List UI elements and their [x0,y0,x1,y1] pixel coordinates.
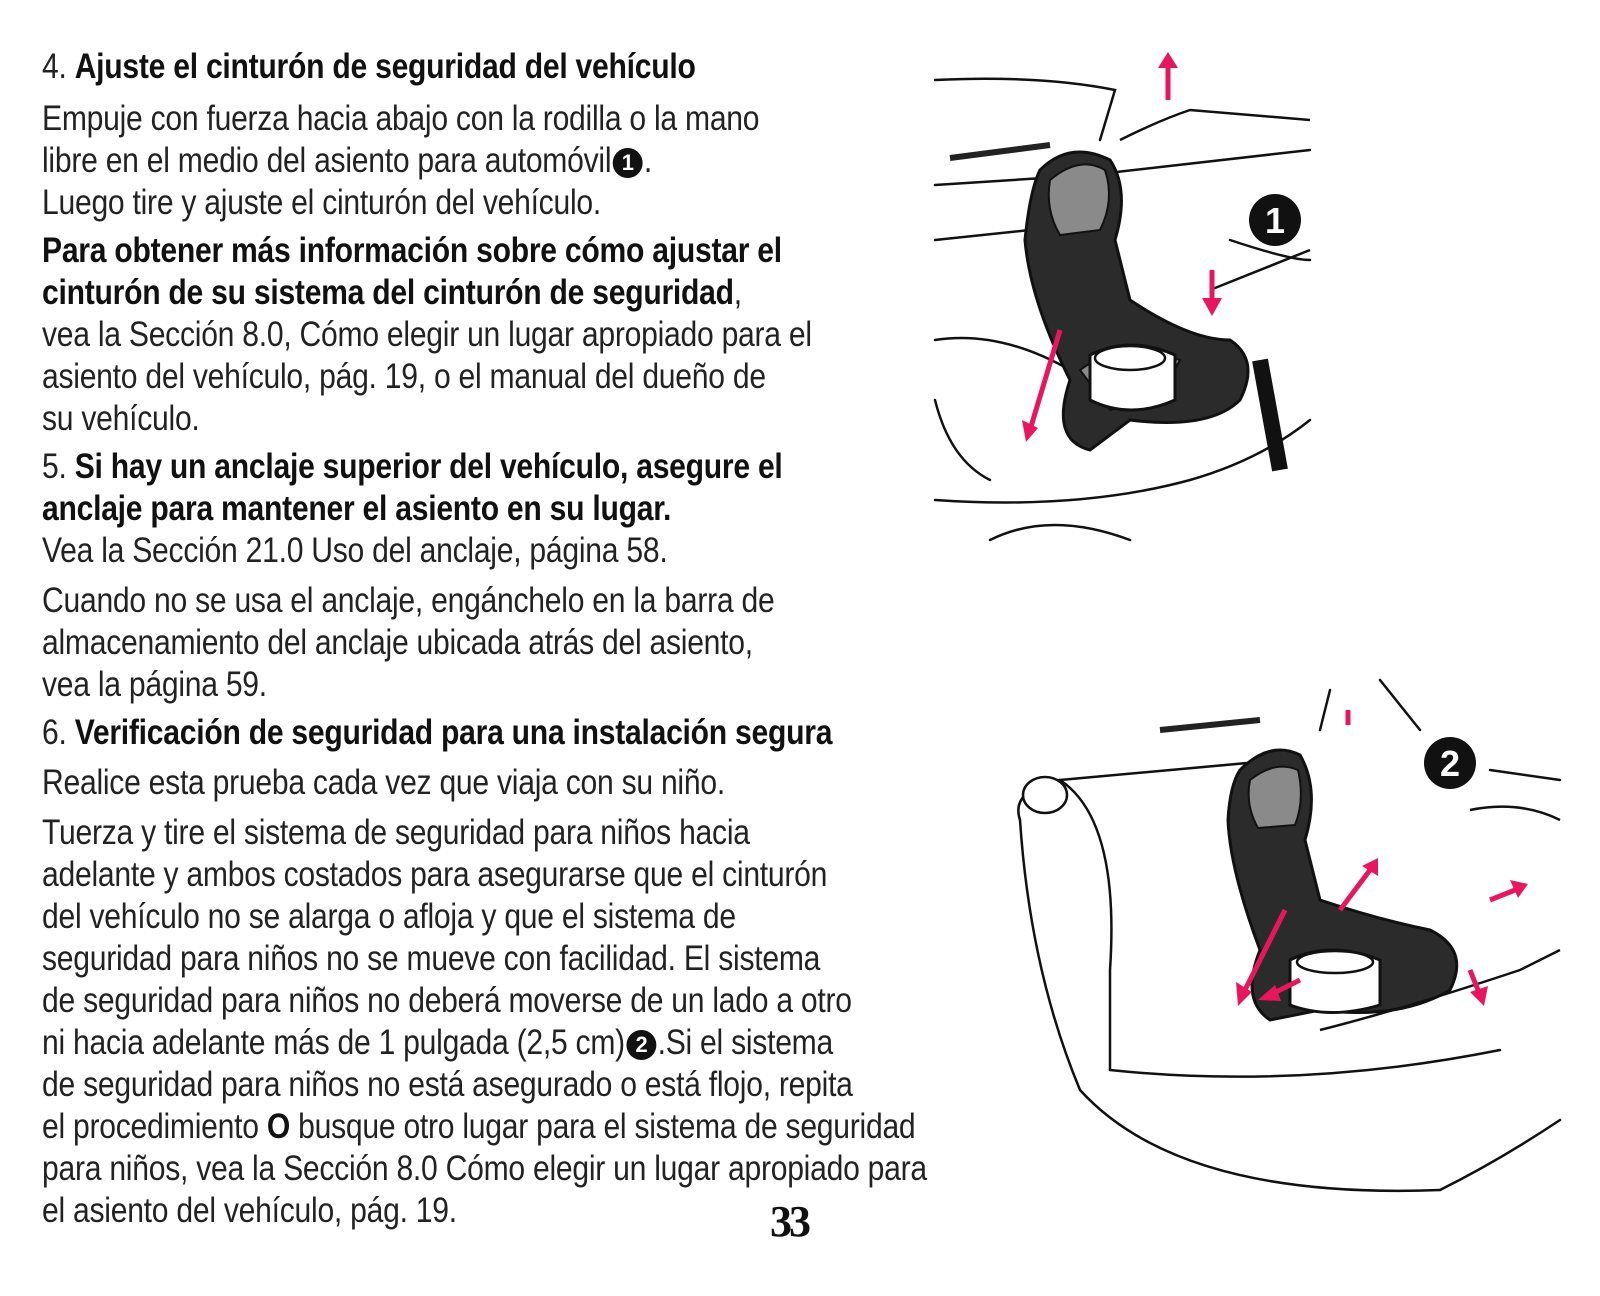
section4-line1: Empuje con fuerza hacia abajo con la rodilla o la mano [42,99,760,138]
section6-line6: ni hacia adelante más de 1 pulgada (2,5 cm) 2 .Si el sistema [42,1023,833,1062]
section4-bold-line2: cinturón de su sistema del cinturón de seguridad, [42,273,742,312]
section5-line4: vea la página 59. [42,665,267,704]
section4-line2: libre en el medio del asiento para automóvil 1 . [42,141,653,180]
section4-line6: su vehículo. [42,399,200,438]
section4-line5: asiento del vehículo, pág. 19, o el manual del dueño de [42,357,766,396]
marker-1-icon: 1 [613,148,643,178]
section5-heading-line2: anclaje para mantener el asiento en su lugar. [42,489,672,528]
section6-line3: del vehículo no se alarga o afloja y que el sistema de [42,897,736,936]
section6-line8: el procedimiento O busque otro lugar para el sistema de seguridad [42,1107,916,1146]
section4-line4: vea la Sección 8.0, Cómo elegir un lugar apropiado para el [42,315,812,354]
figure-1-marker: 1 [1264,200,1286,241]
section6-intro: Realice esta prueba cada vez que viaja con su niño. [42,763,725,802]
figure-2-marker: 2 [1439,743,1461,784]
section6-line2: adelante y ambos costados para asegurarse que el cinturón [42,855,828,894]
section4-heading: 4. Ajuste el cinturón de seguridad del vehículo [42,47,696,86]
section6-line9: para niños, vea la Sección 8.0 Cómo elegir un lugar apropiado para [42,1149,927,1188]
section5-heading-line1: 5. Si hay un anclaje superior del vehículo, asegure el [42,447,783,486]
figure-2-illustration [1000,670,1570,1210]
figure-1-illustration [930,40,1330,550]
section6-heading: 6. Verificación de seguridad para una instalación segura [42,713,833,752]
section6-line5: de seguridad para niños no deberá moverse de un lado a otro [42,981,852,1020]
section6-line7: de seguridad para niños no está asegurado o está flojo, repita [42,1065,853,1104]
section4-bold-line1: Para obtener más información sobre cómo ajustar el [42,231,782,270]
section5-line3: almacenamiento del anclaje ubicada atrás del asiento, [42,623,753,662]
section6-line1: Tuerza y tire el sistema de seguridad para niños hacia [42,813,750,852]
section6-line4: seguridad para niños no se mueve con facilidad. El sistema [42,939,821,978]
section6-line10: el asiento del vehículo, pág. 19. [42,1191,457,1230]
marker-2-icon: 2 [626,1030,656,1060]
section4-line3: Luego tire y ajuste el cinturón del vehículo. [42,183,601,222]
section5-line2: Cuando no se usa el anclaje, engánchelo en la barra de [42,581,775,620]
section5-line1: Vea la Sección 21.0 Uso del anclaje, página 58. [42,531,668,570]
page-number: 33 [770,1197,808,1246]
